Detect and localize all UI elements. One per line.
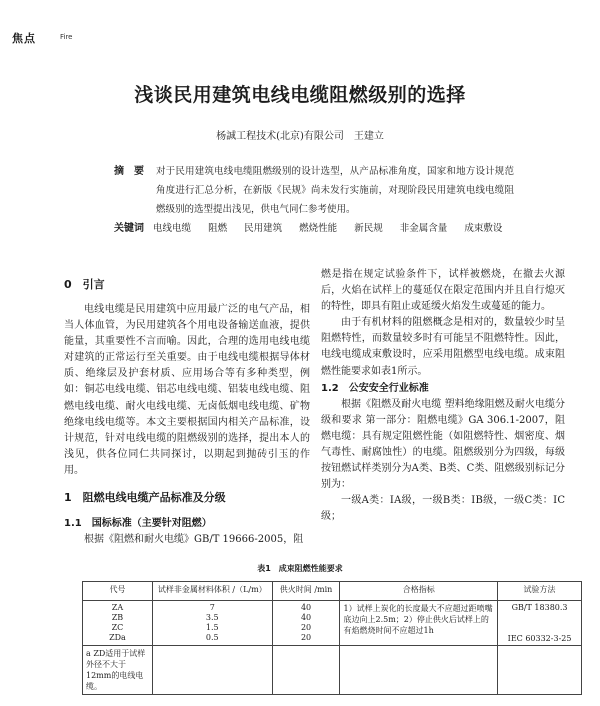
table-note-row [83, 646, 582, 695]
table-cell: 7 [209, 603, 215, 612]
table-cell: 20 [300, 623, 312, 632]
bundle-paragraph: 由于有机材料的阻燃概念是相对的，数量较少时呈阻燃特性，而数量较多时有可能呈不阻燃特性。因此，电线电缆成束敷设时，应采用阻燃型电线电缆。成束阻燃性能要求如表1所示。 [321, 317, 565, 377]
section-heading-intro: 0 引言 [64, 278, 105, 291]
table-caption: 表1 成束阻燃性能要求 [257, 564, 343, 573]
section-tag-english: Fire [60, 33, 73, 41]
table-cell: 1.5 [205, 623, 219, 632]
keyword: 阻燃 [208, 223, 228, 234]
article-title: 浅谈民用建筑电线电缆阻燃级别的选择 [134, 84, 466, 106]
table-cell: 3.5 [205, 613, 219, 622]
table-cell: 20 [300, 633, 312, 642]
continued-paragraph: 燃是指在规定试验条件下，试样被燃烧，在撤去火源后，火焰在试样上的蔓延仅在限定范围内并且自行熄灭的特性，即具有阻止或延缓火焰发生或蔓延的能力。 [321, 269, 565, 313]
flame-retardant-table [82, 581, 582, 695]
table-row [83, 601, 582, 646]
table-header: 试验方法 [498, 582, 582, 601]
keywords-label: 关键词 [114, 223, 144, 234]
subsection-heading-ga: 1.2 公安安全行业标准 [321, 382, 429, 394]
keywords [114, 219, 534, 238]
intro-paragraph: 电线电缆是民用建筑中应用最广泛的电气产品，相当人体血管，为民用建筑各个用电设备输送血液，提供能量，其重要性不言而喻。因此，合理的选用电线电缆对建筑的正常运行至关重要。由于电线电缆根据导体材质、绝缘层及护套材质、应用场合等有多种类型，例如：铜芯电线电缆、铝芯电线电缆、铝装电线电缆、阻燃电线电缆、耐火电线电缆、无卤低烟电线电缆、矿物绝缘电线电缆等。本文主要根据国内相关产品标准，设计规范，针对电线电缆的阻燃级别的选择，提出本人的浅见，供各位同仁共同探讨，以期起到抛砖引玉的作用。 [64, 304, 310, 476]
section-heading-standards: 1 阻燃电线电缆产品标准及分级 [64, 491, 226, 505]
section-tag: 焦点 [12, 32, 36, 45]
time-cell [272, 601, 340, 646]
table-cell: 40 [300, 603, 312, 612]
author-line: 杨誠工程技术(北京)有限公司 王建立 [216, 131, 384, 142]
subsection-heading-gb: 1.1 国标标准（主要针对阻燃） [64, 518, 212, 530]
table-note: a ZD适用于试样外径不大于12mm的电线电缆。 [83, 646, 153, 695]
table-cell: IEC 60332-3-25 [507, 634, 572, 643]
method-cell [498, 601, 582, 646]
keyword: 成束敷设 [464, 223, 503, 234]
table-header: 代号 [83, 582, 153, 601]
volume-cell [152, 601, 272, 646]
table-cell: ZDa [109, 633, 126, 642]
table-cell: 0.5 [205, 633, 219, 642]
table-cell: ZC [111, 623, 124, 632]
ga-paragraph: 根据《阻燃及耐火电缆 塑料绝缘阻燃及耐火电缆分级和要求 第一部分：阻燃电缆》GA 306.1-2007，阻燃电缆：具有规定阻燃性能（如阻燃特性、烟密度、烟气毒性、耐腐蚀性）的电缆。阻燃级别分为四级，每级按钮燃试样类别分为A类、B类、C类、阻燃级别标记分别为： [321, 398, 565, 491]
table-header-row [83, 582, 582, 601]
keyword: 新民规 [354, 223, 383, 234]
table-cell: ZB [111, 613, 124, 622]
code-cell [83, 601, 153, 646]
abstract-label: 摘 要 [114, 166, 144, 177]
keyword: 燃烧性能 [299, 223, 338, 234]
table-header: 试样非金属材料体积 /（L/m） [152, 582, 272, 601]
table-header: 供火时间 /min [272, 582, 340, 601]
abstract-text: 对于民用建筑电线电缆阻燃级别的设计选型，从产品标准角度，国家和地方设计规范角度进行汇总分析，在新版《民规》尚未发行实施前，对现阶段民用建筑电线电缆阻燃级别的选型提出浅见，供电气同仁参考使用。 [156, 166, 514, 215]
gb-paragraph: 根据《阻燃和耐火电缆》GB/T 19666-2005，阻 [84, 534, 304, 546]
left-column [64, 276, 310, 548]
right-column [321, 267, 565, 525]
table-cell: ZA [111, 603, 124, 612]
keyword: 电线电缆 [153, 223, 192, 234]
table-cell: 40 [300, 613, 312, 622]
class-paragraph: 一级A类：ⅠA级，一级B类：ⅠB级，一级C类：ⅠC级； [321, 495, 565, 523]
criteria-cell: 1）试样上炭化的长度最大不应超过距喷嘴底边向上2.5m；2）停止供火后试样上的有焰燃烧时间不应超过1h [340, 601, 498, 646]
keyword: 民用建筑 [244, 223, 283, 234]
keyword: 非金属含量 [399, 223, 448, 234]
table-header: 合格指标 [340, 582, 498, 601]
abstract [114, 162, 514, 219]
table-cell: GB/T 18380.3 [511, 603, 568, 612]
